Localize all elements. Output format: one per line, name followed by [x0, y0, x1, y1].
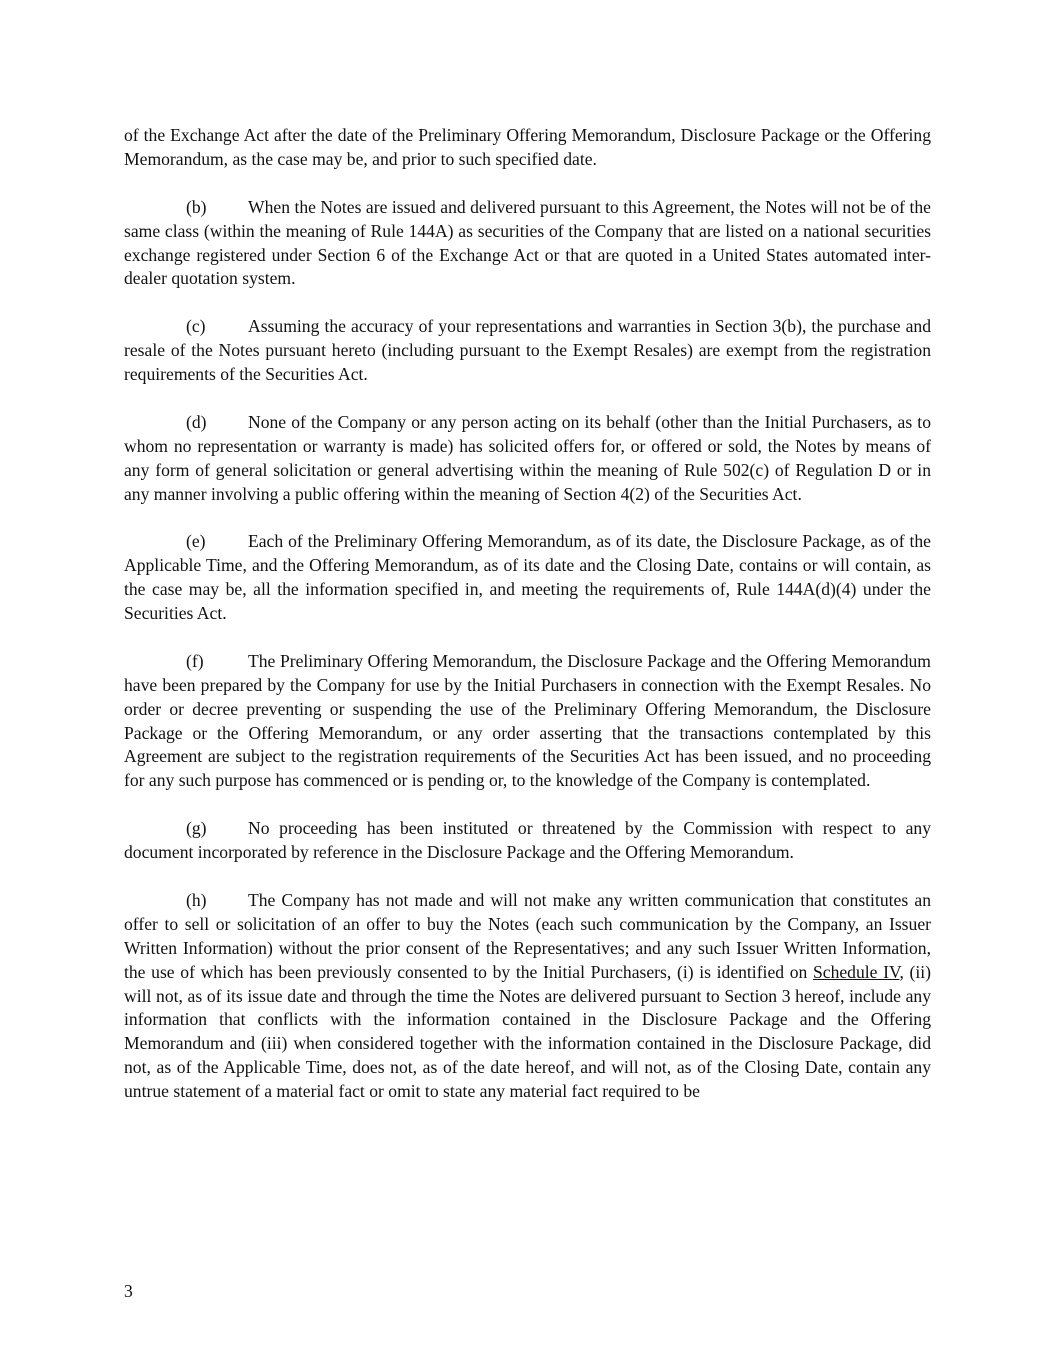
paragraph-marker: (c): [186, 316, 206, 337]
paragraph-text: None of the Company or any person acting on its behalf (other than the Initial Purchasers, as to whom no representation or warranty is made) has solicited offers for, or offered or sold, the Notes by means of any form of general solicitation or general advertising within the meaning of Rule 502(c) of Regulation D or in any manner involving a public offering within the meaning of Section 4(2) of the Securities Act.: [124, 411, 931, 504]
paragraph-text: No proceeding has been instituted or threatened by the Commission with respect to any document incorporated by reference in the Disclosure Package and the Offering Memorandum.: [124, 818, 931, 863]
paragraph-marker: (e): [186, 531, 206, 552]
paragraph-marker: (b): [186, 196, 207, 217]
paragraph-marker: (d): [186, 411, 207, 432]
paragraph-marker: (g): [186, 818, 207, 839]
page-number: 3: [124, 1281, 133, 1301]
paragraph-text: Assuming the accuracy of your representations and warranties in Section 3(b), the purchase and resale of the Notes pursuant hereto (including pursuant to the Exempt Resales) are exempt from the registration requirements of the Securities Act.: [124, 316, 931, 385]
paragraph-d: [124, 411, 931, 507]
paragraph-text: The Preliminary Offering Memorandum, the Disclosure Package and the Offering Memorandum have been prepared by the Company for use by the Initial Purchasers in connection with the Exempt Resales. No order or decree preventing or suspending the use of the Preliminary Offering Memorandum, the Disclosure Package or the Offering Memorandum, or any order asserting that the transactions contemplated by this Agreement are subject to the registration requirements of the Securities Act has been issued, and no proceeding for any such purpose has commenced or is pending or, to the knowledge of the Company is contemplated.: [124, 650, 931, 791]
paragraph-f: [124, 650, 931, 793]
paragraph-text-after: , (ii) will not, as of its issue date and through the time the Notes are delivered pursuant to Section 3 hereof, include any information that conflicts with the information contained in the Disclosure Package and the Offering Memorandum and (iii) when considered together with the information contained in the Disclosure Package, did not, as of the Applicable Time, does not, as of the date hereof, and will not, as of the Closing Date, contain any untrue statement of a material fact or omit to state any material fact required to be: [124, 961, 931, 1102]
paragraph-b: [124, 196, 931, 292]
paragraph-c: [124, 315, 931, 387]
paragraph-marker: (h): [186, 889, 207, 910]
document-body: [124, 124, 931, 1128]
paragraph-e: [124, 530, 931, 626]
continuation-paragraph: of the Exchange Act after the date of the Preliminary Offering Memorandum, Disclosure Package or the Offering Memorandum, as the case may be, and prior to such specified date.: [124, 125, 931, 169]
paragraph-marker: (f): [186, 650, 204, 671]
paragraph-text-before: The Company has not made and will not make any written communication that constitutes an offer to sell or solicitation of an offer to buy the Notes (each such communication by the Company, an Issuer Written Information) without the prior consent of the Representatives; and any such Issuer Written Information, the use of which has been previously consented to by the Initial Purchasers, (i) is identified on: [124, 889, 931, 982]
paragraph-g: [124, 817, 931, 865]
schedule-iv-reference: Schedule IV: [812, 961, 900, 982]
paragraph-text: When the Notes are issued and delivered pursuant to this Agreement, the Notes will not be of the same class (within the meaning of Rule 144A) as securities of the Company that are listed on a national securities exchange registered under Section 6 of the Exchange Act or that are quoted in a United States automated inter-dealer quotation system.: [124, 196, 931, 289]
paragraph-text: Each of the Preliminary Offering Memorandum, as of its date, the Disclosure Package, as of the Applicable Time, and the Offering Memorandum, as of its date and the Closing Date, contains or will contain, as the case may be, all the information specified in, and meeting the requirements of, Rule 144A(d)(4) under the Securities Act.: [124, 531, 931, 624]
paragraph-h: [124, 889, 931, 1104]
